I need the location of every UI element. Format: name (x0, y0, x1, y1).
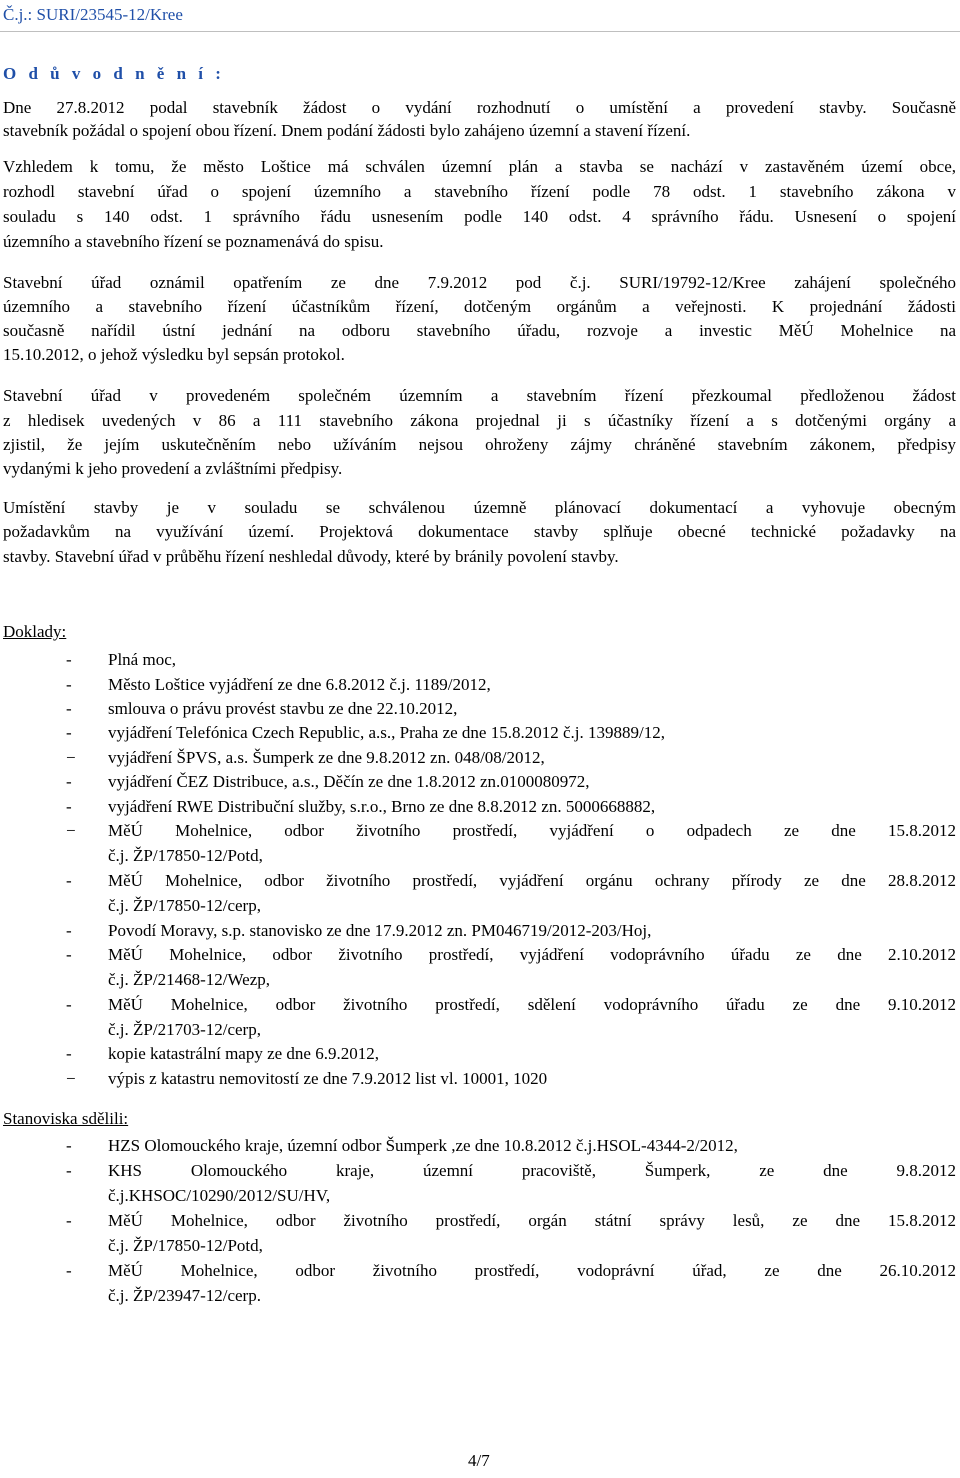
list-dash: - (66, 1044, 72, 1063)
list-item-text: vyjádření Telefónica Czech Republic, a.s., Praha ze dne 15.8.2012 č.j. 139889/12, (108, 723, 665, 742)
doklady-heading: Doklady: (3, 622, 67, 641)
paragraph-line: z hledisek uvedených v 86 a 111 stavebního zákona projednal ji s účastníky řízení a s dotčenými orgány a (3, 411, 956, 430)
list-dash: - (66, 1161, 72, 1180)
list-item-text: MěÚ Mohelnice, odbor životního prostředí, sdělení vodoprávního úřadu ze dne 9.10.2012 (108, 995, 956, 1014)
paragraph-line: vydanými k jeho provedení a zvláštními předpisy. (3, 459, 343, 478)
list-dash: − (66, 748, 76, 767)
paragraph-line: stavby. Stavební úřad v průběhu řízení neshledal důvody, které by bránily povolení stavby. (3, 547, 619, 566)
paragraph-line: současně nařídil ústní jednání na odboru stavebního úřadu, rozvoje a investic MěÚ Mohelnice na (3, 321, 956, 340)
list-item-text: vyjádření ŠPVS, a.s. Šumperk ze dne 9.8.2012 zn. 048/08/2012, (108, 748, 545, 767)
list-item-text: Město Loštice vyjádření ze dne 6.8.2012 č.j. 1189/2012, (108, 675, 491, 694)
list-dash: - (66, 772, 72, 791)
document-reference: Č.j.: SURI/23545-12/Kree (3, 5, 183, 24)
paragraph-line: územního a stavebního řízení účastníkům řízení, dotčeným orgánům a veřejnosti. K projednání žádosti (3, 297, 956, 316)
paragraph-line: rozhodl stavební úřad o spojení územního a stavebního řízení podle 78 odst. 1 stavebního zákona v (3, 182, 956, 201)
list-dash: - (66, 995, 72, 1014)
list-dash: - (66, 1136, 72, 1155)
paragraph-line: územního a stavebního řízení se poznamenává do spisu. (3, 232, 384, 251)
list-dash: - (66, 699, 72, 718)
list-item-continuation: č.j. ŽP/21703-12/cerp, (108, 1020, 261, 1039)
paragraph-line: Stavební úřad oznámil opatřením ze dne 7.9.2012 pod č.j. SURI/19792-12/Kree zahájení společného (3, 273, 956, 292)
paragraph-line: stavebník požádal o spojení obou řízení. Dnem podání žádosti bylo zahájeno územní a stavení řízení. (3, 121, 691, 140)
paragraph-line: souladu s 140 odst. 1 správního řádu usnesením podle 140 odst. 4 správního řádu. Usnesení o spojení (3, 207, 956, 226)
list-dash: - (66, 650, 72, 669)
list-item-text: HZS Olomouckého kraje, územní odbor Šumperk ,ze dne 10.8.2012 č.j.HSOL-4344-2/2012, (108, 1136, 738, 1155)
paragraph-line: Stavební úřad v provedeném společném územním a stavebním řízení přezkoumal předloženou žádost (3, 386, 956, 405)
list-item-text: výpis z katastru nemovitostí ze dne 7.9.2012 list vl. 10001, 1020 (108, 1069, 548, 1088)
list-item-text: MěÚ Mohelnice, odbor životního prostředí, vyjádření o odpadech ze dne 15.8.2012 (108, 821, 956, 840)
paragraph-line: 15.10.2012, o jehož výsledku byl sepsán protokol. (3, 345, 345, 364)
list-dash: - (66, 871, 72, 890)
list-dash: - (66, 1261, 72, 1280)
paragraph-line: Vzhledem k tomu, že město Loštice má schválen územní plán a stavba se nachází v zastavěném území obce, (3, 157, 956, 176)
list-item-text: vyjádření ČEZ Distribuce, a.s., Děčín ze dne 1.8.2012 zn.0100080972, (108, 772, 590, 791)
list-item-text: KHS Olomouckého kraje, územní pracoviště, Šumperk, ze dne 9.8.2012 (108, 1161, 956, 1180)
list-item-text: MěÚ Mohelnice, odbor životního prostředí, vodoprávní úřad, ze dne 26.10.2012 (108, 1261, 956, 1280)
list-item-text: MěÚ Mohelnice, odbor životního prostředí, vyjádření vodoprávního úřadu ze dne 2.10.2012 (108, 945, 956, 964)
list-dash: - (66, 1211, 72, 1230)
list-dash: - (66, 723, 72, 742)
list-item-continuation: č.j. ŽP/21468-12/Wezp, (108, 970, 270, 989)
list-item-text: vyjádření RWE Distribuční služby, s.r.o., Brno ze dne 8.8.2012 zn. 5000668882, (108, 797, 656, 816)
list-item-text: kopie katastrální mapy ze dne 6.9.2012, (108, 1044, 379, 1063)
list-item-continuation: č.j.KHSOC/10290/2012/SU/HV, (108, 1186, 331, 1205)
list-item-text: MěÚ Mohelnice, odbor životního prostředí, orgán státní správy lesů, ze dne 15.8.2012 (108, 1211, 956, 1230)
paragraph-line: Umístění stavby je v souladu se schválenou územně plánovací dokumentací a vyhovuje obecným (3, 498, 956, 517)
list-item-continuation: č.j. ŽP/17850-12/Potd, (108, 1236, 263, 1255)
paragraph-line: zjistil, že jejím uskutečněním nebo užíváním nejsou ohroženy zájmy chráněné stavebním zákonem, předpisy (3, 435, 956, 454)
list-dash: - (66, 945, 72, 964)
list-item-text: Plná moc, (108, 650, 176, 669)
list-item-text: Povodí Moravy, s.p. stanovisko ze dne 17.9.2012 zn. PM046719/2012-203/Hoj, (108, 921, 652, 940)
list-item-continuation: č.j. ŽP/23947-12/cerp. (108, 1286, 261, 1305)
list-item-text: MěÚ Mohelnice, odbor životního prostředí, vyjádření orgánu ochrany přírody ze dne 28.8.2012 (108, 871, 956, 890)
list-item-text: smlouva o právu provést stavbu ze dne 22.10.2012, (108, 699, 458, 718)
page-number: 4/7 (468, 1451, 490, 1470)
list-dash: - (66, 797, 72, 816)
list-item-continuation: č.j. ŽP/17850-12/Potd, (108, 846, 263, 865)
paragraph-line: požadavkům na využívání území. Projektová dokumentace stavby splňuje obecné technické požadavky na (3, 522, 956, 541)
list-dash: - (66, 921, 72, 940)
paragraph-line: Dne 27.8.2012 podal stavebník žádost o vydání rozhodnutí o umístění a provedení stavby. Současně (3, 98, 956, 117)
section-title: O d ů v o d n ě n í : (3, 64, 225, 83)
header-divider (0, 31, 960, 32)
list-dash: - (66, 675, 72, 694)
list-dash: − (66, 821, 76, 840)
stanoviska-heading: Stanoviska sdělili: (3, 1109, 129, 1128)
list-dash: − (66, 1069, 76, 1088)
list-item-continuation: č.j. ŽP/17850-12/cerp, (108, 896, 261, 915)
